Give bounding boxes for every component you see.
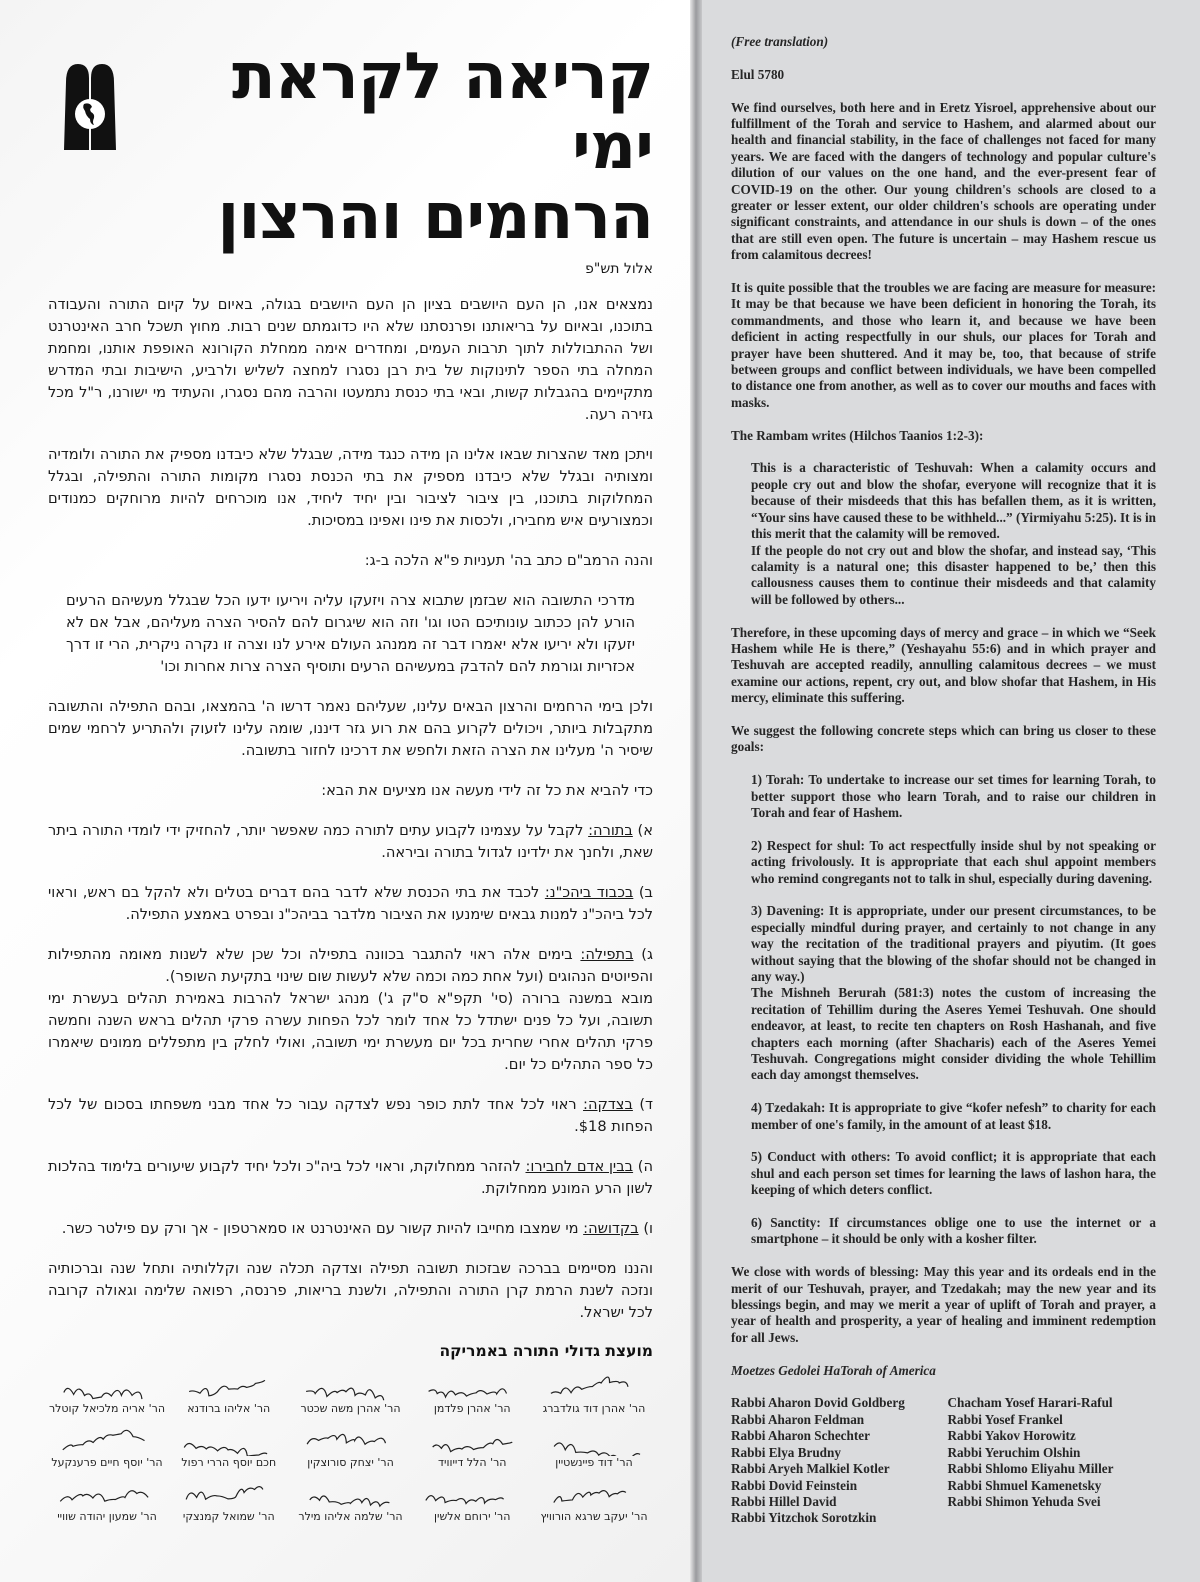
signature (170, 1426, 288, 1470)
step-label: 5) Conduct with others: (751, 1149, 891, 1165)
names-column-1 (731, 1395, 940, 1526)
moetzes-logo-icon (60, 62, 120, 150)
signatory-name: Rabbi Aharon Feldman (731, 1411, 865, 1427)
step-label: בכבוד ביהכ"נ: (544, 884, 634, 901)
signature-name: הר' הלל דייוויד (438, 1456, 507, 1469)
english-step-item (731, 772, 1156, 821)
signature (48, 1480, 166, 1524)
hebrew-council-name: מועצת גדולי התורה באמריקה (439, 1342, 653, 1360)
step-text-2: The Mishneh Berurah (581:3) notes the custom of increasing the recitation of Tehillim during the Aseres Yemei Teshuvah. One should endeavor, at least, to recite ten chapters on Rosh Hashanah, and five chapters each morning (after Shacharis) each of the Aseres Yemei Teshuvah. Congregations might consider dividing the whole Tehillim each day amongst themselves. (751, 985, 1156, 1083)
step-letter: ג) (641, 946, 653, 963)
signatory-name: Rabbi Yakov Horowitz (947, 1428, 1076, 1444)
signature-name: הר' אליהו ברודנא (187, 1402, 271, 1415)
step-text: לקבל על עצמינו לקבוע עתים לתורה כמה שאפשר יותר, להחזיק ידי לומדי התורה ביתר שאת, ולחנך את ילדינו לגדול בתורה וביראה. (48, 822, 653, 861)
translation-note: (Free translation) (731, 34, 829, 49)
signature-name: הר' אריה מלכיאל קוטלר (48, 1402, 166, 1415)
english-paragraph-5: We suggest the following concrete steps which can bring us closer to these goals: (731, 722, 1156, 755)
signature (170, 1480, 288, 1524)
handwritten-signature-icon (296, 1426, 406, 1456)
hebrew-step-item (48, 944, 653, 1076)
step-text-2: מובא במשנה ברורה (סי' תקפ"א ס"ק ג') מנהג ישראל להרבות באמירת תהלים בעשרת ימי תשובה, ועל כל פנים ישתדל כל אחד לומר לכל הפחות עשרה פרקי תהלים בראש השנה וחמשה פרקי תהלים אחרי שחרית בכל יום מעשרת ימי תשובה, ואולי לחלק בין מתפללים ממונים שיאמרו כל ספר התהלים כל יום. (48, 990, 653, 1073)
english-step-item (731, 903, 1156, 1083)
signatory-name: Rabbi Hillel David (731, 1493, 837, 1509)
signature-name: הר' יצחק סורוצקין (307, 1456, 394, 1469)
english-paragraph-1: We find ourselves, both here and in Eretz Yisroel, apprehensive about our fulfillment of the Torah and service to Hashem, and alarmed about our health and financial stability, in the face of challenges not faced for many years. We are faced with the dangers of technology and popular culture's dilution of our values on the one hand, and the ever-present fear of COVID-19 on the other. Our young children's schools are closed to a greater or lesser extent, our older children's schools are operating under significant constraints, and attendance in our shuls is down – of the ones that are still even open. The future is uncertain – may Hashem rescue us from calamitous decrees! (731, 99, 1156, 263)
hebrew-steps-list (48, 820, 653, 1240)
signatory-name: Rabbi Yosef Frankel (947, 1411, 1063, 1427)
english-translation (731, 34, 1156, 1527)
signature (413, 1480, 531, 1524)
hebrew-paragraph-2: ויתכן מאד שהצרות שבאו אלינו הן מידה כנגד מידה, שבגלל שלא כיבדנו מספיק את התורה ולומדיה ומצותיה ובגלל שלא כיבדנו מספיק את בתי הכנסת נסגרו מקומות התורה והתפילה, ובגלל המחלוקות בתוכנו, בין ציבור לציבור ובין יחיד ליחיד, אנו מוכרחים להיות מרוחקים כמנודים וכמצורעים איש מחבירו, ולכסות את פינו ואפינו במסיכות. (48, 446, 653, 529)
page-fold (690, 0, 702, 1582)
english-date: Elul 5780 (731, 66, 785, 82)
step-letter: א) (637, 822, 653, 839)
signature-name: הר' שמואל קמנצקי (182, 1510, 275, 1523)
signatory-name: Rabbi Aharon Dovid Goldberg (731, 1395, 905, 1411)
signatory-name: Rabbi Aryeh Malkiel Kotler (731, 1461, 890, 1477)
signature-name: הר' אהרן דוד גולדברג (542, 1402, 646, 1415)
signatory-name: Rabbi Elya Brudny (731, 1444, 841, 1460)
hebrew-step-item (48, 882, 653, 926)
signature (535, 1426, 653, 1470)
hebrew-paragraph-5: כדי להביא את כל זה לידי מעשה אנו מציעים את הבא: (321, 782, 653, 799)
step-label: בצדקה: (583, 1096, 633, 1113)
signature (170, 1372, 288, 1416)
step-text: לכבד את בתי הכנסת שלא לדבר בהם דברים בטלים ולא להקל בם ראש, וראוי לכל ביהכ"נ למנות גבאים שימנעו את הציבור מלדבר בביהכ"נ ובפרט באמצע התפילה. (48, 884, 653, 923)
english-step-item (731, 1215, 1156, 1248)
signature-name: הר' אהרן פלדמן (433, 1402, 511, 1415)
hebrew-paragraph-3: והנה הרמב"ם כתב בה' תעניות פ"א הלכה ב-ג: (364, 552, 653, 569)
signatory-name: Rabbi Shmuel Kamenetsky (947, 1477, 1102, 1493)
handwritten-signature-icon (296, 1372, 406, 1402)
step-letter: ו) (643, 1220, 653, 1237)
hebrew-step-item (48, 1156, 653, 1200)
signature (535, 1480, 653, 1524)
english-step-item (731, 1149, 1156, 1198)
handwritten-signature-icon (174, 1426, 284, 1456)
step-label: 6) Sanctity: (751, 1215, 821, 1231)
english-rambam-quote (731, 460, 1156, 608)
hebrew-step-item (48, 1218, 653, 1240)
english-step-item (731, 838, 1156, 887)
signature (413, 1426, 531, 1470)
signature-name: הר' יוסף חיים פרענקעל (51, 1456, 163, 1469)
handwritten-signature-icon (539, 1372, 649, 1402)
step-label: בתפילה: (580, 946, 634, 963)
english-steps-list (731, 772, 1156, 1248)
english-paragraph-4: Therefore, in these upcoming days of mercy and grace – in which we “Seek Hashem while He is there,” (Yeshayahu 55:6) and in which prayer and Teshuvah are accepted readily, annulling calamitous decrees – we must examine our actions, repent, cry out, and blow shofar that Hashem, in His mercy, eliminate this suffering. (731, 624, 1156, 706)
signature-row (48, 1480, 653, 1524)
english-page (702, 0, 1200, 1582)
signature-name: הר' יעקב שרגא הורוויץ (540, 1510, 648, 1523)
english-closing: We close with words of blessing: May this year and its ordeals end in the merit of our Teshuvah, prayer, and Tzedakah; may the new year and its blessings begin, and may we merit a year of uplift of Torah and prayer, a year of health and prosperity, a year of healing and imminent redemption for all Jews. (731, 1264, 1156, 1345)
step-label: 2) Respect for shul: (751, 837, 865, 853)
step-label: בבין אדם לחבירו: (525, 1158, 634, 1175)
hebrew-date: אלול תש"פ (585, 261, 653, 277)
hebrew-step-item (48, 820, 653, 864)
hebrew-step-item (48, 1094, 653, 1138)
signatory-name: Rabbi Yitzchok Sorotzkin (731, 1510, 877, 1526)
signature (292, 1426, 410, 1470)
step-text: To avoid conflict; it is appropriate that each shul and each person set times for learning the laws of lashon hara, the keeping of which deters conflict. (751, 1149, 1156, 1198)
quote-part-2: If the people do not cry out and blow the shofar, and instead say, ‘This calamity is a natural one; this disaster happened to be,’ then this callousness causes them to continue their misdeeds and that calamity will be followed by others... (751, 542, 1156, 607)
signatory-name: Rabbi Dovid Feinstein (731, 1477, 858, 1493)
title-line-2: הרחמים והרצון (217, 180, 653, 254)
handwritten-signature-icon (174, 1480, 284, 1510)
signature (413, 1372, 531, 1416)
handwritten-signature-icon (417, 1426, 527, 1456)
handwritten-signature-icon (539, 1426, 649, 1456)
title-line-1: קריאה לקראת ימי (231, 40, 653, 184)
signature-name: חכם יוסף הררי רפול (181, 1456, 277, 1469)
step-text: ראוי לכל אחד לתת כופר נפש לצדקה עבור כל אחד מבני משפחתו בסכום של לכל הפחות $18. (48, 1096, 653, 1135)
step-text: מי שמצבו מחייבו להיות קשור עם האינטרנט או סמארטפון - אך ורק עם פילטר כשר. (61, 1220, 579, 1237)
step-text: בימים אלה ראוי להתגבר בכוונה בתפילה וכל שכן שלא לשנות מאומה מהתפילות והפיוטים הנהוגים (ועל אחת כמה וכמה שלא לעשות שום שינוי בתקיעת השופר). (48, 946, 653, 985)
step-letter: ד) (639, 1096, 654, 1113)
handwritten-signature-icon (417, 1372, 527, 1402)
signatory-name: Rabbi Yeruchim Olshin (947, 1444, 1081, 1460)
step-label: 1) Torah: (751, 772, 805, 788)
handwritten-signature-icon (417, 1480, 527, 1510)
step-text: It is appropriate, under our present circumstances, to be especially mindful during prayer, and certainly to not change in any way the recitation of the traditional prayers and piyutim. (It goes without saying that the blowing of the shofar should not be changed in any way.) (751, 903, 1156, 984)
handwritten-signature-icon (52, 1480, 162, 1510)
signature (535, 1372, 653, 1416)
signature-row (48, 1372, 653, 1416)
step-letter: ה) (637, 1158, 654, 1175)
english-council-name: Moetzes Gedolei HaTorah of America (731, 1362, 936, 1378)
signature (48, 1372, 166, 1416)
hebrew-closing: והננו מסיימים בברכה שבזכות תשובה תפילה וצדקה תכלה שנה וקללותיה ותחל שנה וברכותיה ונזכה לשנת הרמת קרן התורה והתפילה, ולשנת בריאות, פרנסה, רפואה שלימה וגאולה קרובה לכל ישראל. (48, 1260, 653, 1321)
signature-name: הר' ירוחם אלשין (434, 1510, 511, 1523)
hebrew-paragraph-4: ולכן בימי הרחמים והרצון הבאים עלינו, שעליהם נאמר דרשו ה' בהמצאו, ובהם התפילה והתשובה מתקבלות ביותר, ויכולים לקרוע בהם את רוע גזר דיננו, שומה עלינו לזעוק ולהתריע לרחמי שמים שיסיר ה' מעלינו את הצרה הזאת ולחפש את דרכינו לחזור בתשובה. (48, 698, 653, 759)
signature-name: הר' אהרן משה שכטר (300, 1402, 401, 1415)
step-text: It is appropriate to give “kofer nefesh” to charity for each member of one's family, in the amount of at least $18. (751, 1100, 1156, 1132)
step-label: בתורה: (588, 822, 633, 839)
step-label: 4) Tzedakah: (751, 1100, 826, 1116)
handwritten-signature-icon (296, 1480, 406, 1510)
names-column-2 (948, 1395, 1157, 1526)
quote-part-1: This is a characteristic of Teshuvah: When a calamity occurs and people cry out and blow the shofar, everyone will recognize that it is because of their misdeeds that this has befallen them, as it is written, “Your sins have caused these to be withheld...” (Yirmiyahu 5:25). It is in this merit that the calamity will be removed. (751, 460, 1156, 542)
signatory-name: Rabbi Shimon Yehuda Svei (947, 1493, 1101, 1509)
step-letter: ב) (638, 884, 653, 901)
signature (48, 1426, 166, 1470)
english-paragraph-2: It is quite possible that the troubles we are facing are measure for measure: It may be that because we have been deficient in honoring the Torah, its commandments, and those who learn it, and because we have been deficient in acting respectfully in our shuls, our places for Torah and prayer have been shuttered. And it may be, too, that because of strife between groups and conflict between individuals, we have been compelled to distance one from another, as well as to cover our mouths and faces with masks. (731, 280, 1156, 410)
handwritten-signature-icon (52, 1372, 162, 1402)
step-label: בקדושה: (583, 1220, 639, 1237)
signatures-grid (48, 1372, 653, 1524)
signature-name: הר' שמעון יהודה שוויי (57, 1510, 157, 1523)
step-label: 3) Davening: (751, 903, 825, 919)
handwritten-signature-icon (539, 1480, 649, 1510)
signature-row (48, 1426, 653, 1470)
hebrew-body (48, 258, 653, 1324)
step-text: To undertake to increase our set times for learning Torah, to better support those who learn Torah, and to raise our children in Torah and fear of Hashem. (751, 772, 1156, 820)
english-step-item (731, 1100, 1156, 1133)
signature-name: הר' דוד פיינשטיין (555, 1456, 633, 1469)
hebrew-rambam-quote: מדרכי התשובה הוא שבזמן שתבוא צרה ויזעקו עליה ויריעו ידעו הכל שבגלל מעשיהם הרעים הורע להן ככתוב עונותיכם הטו וגו' וזה הוא שיגרום להם להסיר הצרה מעליהם, אבל אם לא יזעקו ולא יריעו אלא יאמרו דבר זה ממנהג העולם אירע לנו וצרה זו נקרה ניקרית, הרי זו דרך אכזריות וגורמת להם להדבק במעשיהם הרעים ותוסיף הצרה צרות אחרות וכו' (66, 592, 635, 675)
signatory-name: Rabbi Shlomo Eliyahu Miller (947, 1461, 1114, 1477)
english-paragraph-3: The Rambam writes (Hilchos Taanios 1:2-3): (731, 427, 984, 443)
step-text: If circumstances oblige one to use the internet or a smartphone – it should be only with a kosher filter. (751, 1215, 1156, 1247)
signatory-name: Rabbi Aharon Schechter (731, 1428, 870, 1444)
handwritten-signature-icon (174, 1372, 284, 1402)
signatory-name: Chacham Yosef Harari-Raful (947, 1395, 1113, 1411)
signature (292, 1480, 410, 1524)
signature (292, 1372, 410, 1416)
signatory-names (731, 1395, 1156, 1526)
hebrew-title (138, 42, 653, 252)
step-text: To act respectfully inside shul by not speaking or acting frivolously. It is appropriate that each shul appoint members who remind congregants not to talk in shul, especially during davening. (751, 837, 1156, 886)
hebrew-paragraph-1: נמצאים אנו, הן העם היושבים בציון הן העם היושבים בגולה, באיום על קיום התורה והעבודה בתוכנו, ובאיום על בריאותנו ופרנסתנו שלא היו כדוגמתם שנים רבות. מחוץ תשכל חרב האינטרנט ושל ההתבוללות לתוך תרבות העמים, ומחדרים אימה ממחלת הקורונא האופפת אותנו, ומחמת המחלה בתי הספר לתינוקות של בית רבן נסגרו למחצה לשליש ולרביע, הישיבות ובתי המדרש מתקיימים בהגבלות קשות, ובאי בתי כנסת נתמעטו והרבה מהם נסגרו, והעתיד מי ישורנו, ר"ל מכל גזירה רעה. (48, 296, 653, 423)
handwritten-signature-icon (52, 1426, 162, 1456)
signature-name: הר' שלמה אליהו מילר (298, 1510, 403, 1523)
step-text: להזהר ממחלוקת, וראוי לכל ביה"כ ולכל יחיד לקבוע שיעורים בלימוד בהלכות לשון הרע המונע ממחלוקת. (48, 1158, 653, 1197)
